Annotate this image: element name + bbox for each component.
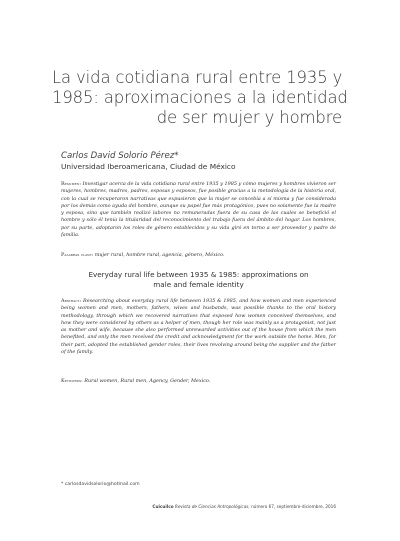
keywords-text: Rural women, Rural men, Agency, Gender, Mexico. (84, 378, 211, 384)
journal-subtitle: Revista de Ciencias Antropológicas, (174, 504, 250, 509)
title-line: 1985: aproximaciones a la identidad (52, 88, 348, 107)
article-title (52, 68, 348, 128)
abstract-label: Abstract: (61, 298, 82, 304)
issue-info: número 67, septiembre-diciembre, 2016 (251, 504, 336, 509)
english-title-line: Everyday rural life between 1935 & 1985: approximations on (88, 270, 309, 279)
keywords-paragraph (61, 378, 336, 385)
author-name: Carlos David Solorio Pérez* (61, 151, 179, 161)
palabras-clave-text: mujer rural, hombre rural, agencia, género, México. (94, 252, 225, 258)
english-title-line: male and female identity (153, 280, 244, 289)
page-footer (100, 504, 336, 509)
english-title (61, 270, 336, 290)
abstract-paragraph (61, 298, 336, 356)
resumen-text: Investigar acerca de la vida cotidiana rural entre 1935 y 1985 y cómo mujeres y hombres vivieron ser mujeres, hombres, madres, padres, esposas y esposos, fue posible gracias a la metodología de la historia oral, con la cual se recuperaron narrativas que expusieron que la mujer se concebía a sí misma y fue considerada por los demás como ayuda del hombre, aunque su papel fue más protagónico, pues no solamente fue la madre y esposa, sino que también realizó labores no remuneradas fuera de su casa de las cuales se benefició el hombre y sólo él tenía la titularidad del reconocimiento del trabajo fuera del ámbito del hogar. Los hombres, por su parte, adoptaron los roles de género establecidos y su vida giró en torno a ser proveedor y padre de familia. (61, 181, 336, 239)
title-line: de ser mujer y hombre (156, 108, 342, 127)
resumen-label: Resumen: (61, 181, 81, 187)
palabras-clave-label: Palabras clave: (61, 252, 94, 258)
footnote: * carlosdavidsolorio@hotmail.com (61, 482, 140, 487)
abstract-text: Researching about everyday rural life between 1935 & 1985, and how women and men experienced being women and men, mothers, fathers, wives and husbands, was possible thanks to the oral history methodology, through which we recovered narratives that exposed how women conceived themselves, and how they were considered by others as a helper of men, though her role was mainly as a protagonist, not just as mother and wife, because she also performed unrewarded activities out of the house from which the men benefited, and only the men received the credit and acknowledgment for the work outside the home. Men, for their part, adopted the established gender roles, their lives revolving around being the supplier and the father of the family. (61, 298, 336, 356)
keywords-label: Keywords: (61, 378, 83, 384)
journal-name: Cuicuilco (152, 504, 174, 509)
author-affiliation: Universidad Iberoamericana, Ciudad de México (61, 162, 236, 171)
title-line: La vida cotidiana rural entre 1935 y (52, 68, 343, 87)
resumen-paragraph (61, 181, 336, 239)
palabras-clave-paragraph (61, 252, 336, 259)
